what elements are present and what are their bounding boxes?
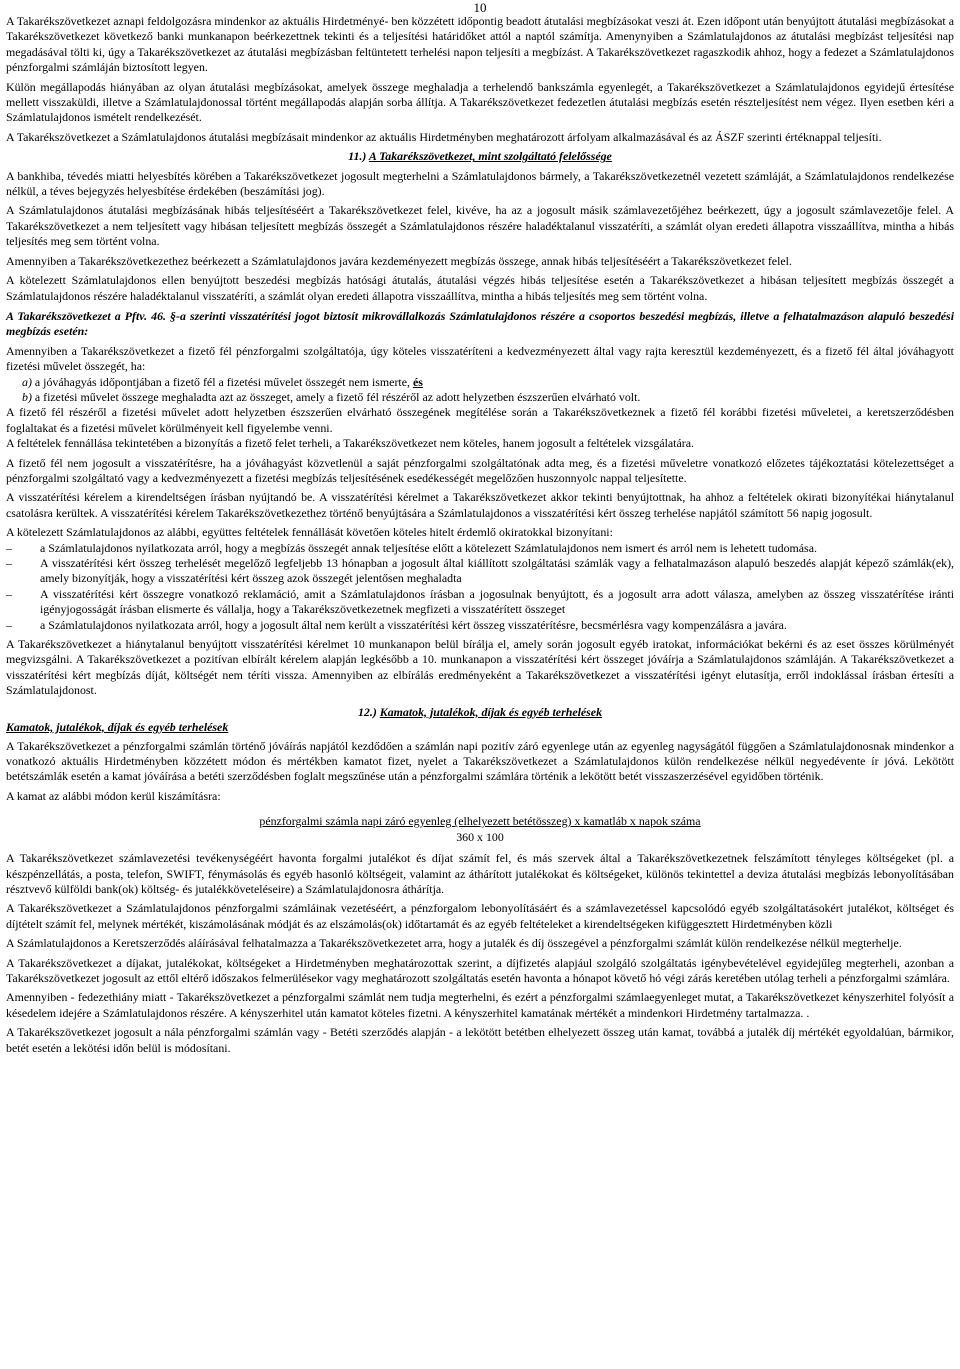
section-12-heading	[6, 705, 954, 735]
paragraph-exchange-rate: A Takarékszövetkezet a Számlatulajdonos átutalási megbízásait mindenkor az aktuális Hirdetményben meghatározott árfolyam alkalmazásával és az ÁSZF szerinti értéknappal teljesíti.	[6, 129, 882, 144]
condition-a-letter: a)	[22, 374, 32, 389]
paragraph-interest-payment: A Takarékszövetkezet a pénzforgalmi számlán történő jóváírás napjától kezdődően a számlán napi pozitív záró egyenlege után az egyenleg nagyságától függően a Számlatulajdonosnak mindenkor a vonatkozó aktuális Hirdetményben közzétett módon és mértékben kamatot fizet, nyelet a Takarékszövetkezet a Számlatulajdonos külön rendelkezése nélkül negyedévente ír jóvá. Lekötött betétszámlák esetén a kamat jóváírása a betéti szerződésben foglalt megszűnése után a pénzforgalmi számlára történik a lekötött betét visszaszerzésével egyidőben történik.	[6, 738, 954, 784]
section-12-side-heading: Kamatok, jutalékok, díjak és egyéb terhelések	[6, 719, 229, 734]
condition-a-and: és	[412, 374, 423, 389]
paragraph-burden-of-proof: A feltételek fennállása tekintetében a bizonyítás a fizető felet terheli, a Takarékszövetkezet nem köteles, hanem jogosult a feltételek vizsgálatára.	[6, 436, 694, 451]
list-item: – a Számlatulajdonos nyilatkozata arról, hogy a megbízás összegét annak teljesítése előtt a kötelezett Számlatulajdonos nem ismert és arról nem is lehetett tudomása.	[6, 541, 954, 556]
paragraph-cutoff-time: A Takarékszövetkezet aznapi feldolgozásra mindenkor az aktuális Hirdetményé- ben közzétett időpontig beadott átutalási megbízásokat veszi át. Ezen időpont után benyújtott átutalási megbízásokat a Takarékszövetkezet következő banki munkanapon beérkezettnek tekinti és a teljesítési határidőket attól a naptól számítja. Amenynyiben a Számlatulajdonos az átutalási megbízást teljesítési nap megadásával tölti ki, úgy a Takarékszövetkezet az átutalási megbízásban feltüntetett terhelési napon teljesíti a megbízást. A Takarékszövetkezet ragaszkodik ahhoz, hogy a fedezet a Számlatulajdonos pénzforgalmi számláján biztosított legyen.	[6, 14, 954, 75]
paragraph-rate-modification: A Takarékszövetkezet jogosult a nála pénzforgalmi számlán vagy - Betéti szerződés alapján - a lekötött betétben elhelyezett összeg után kamat, továbbá a jutalék díj mértékét egyoldalúan, bármikor, betét esetén a lekötési időn belül is módosítani.	[6, 1025, 954, 1055]
refund-right-heading: A Takarékszövetkezet a Pftv. 46. §-a szerinti visszatérítési jogot biztosít mikrovállalkozás Számlatulajdonos részére a csoportos beszedési megbízás, illetve a felhatalmazáson alapuló beszedési megbízás esetén:	[6, 308, 954, 339]
paragraph-fee-charging: A Takarékszövetkezet a díjakat, jutalékokat, költségeket a Hirdetményben meghatározottak szerint, a díjfizetés alapjául szolgáló szolgáltatás igénybevételével egyidejűleg megterheli, azonban a Takarékszövetkezet jogosult az ettől eltérő időszakos felmerülésekor vagy meghatározott szolgáltatás esetén havonta a hónapot követő hó végi zárás keretében utólag terheli a pénzforgalmi számlára.	[6, 955, 954, 985]
paragraph-incoming-order: Amennyiben a Takarékszövetkezethez beérkezett a Számlatulajdonos javára kezdeményezett megbízás összege, annak hibás teljesítéséért a Takarékszövetkezet felel.	[6, 253, 792, 268]
formula-denominator: 360 x 100	[456, 829, 504, 844]
paragraph-collection-order: A kötelezett Számlatulajdonos ellen benyújtott beszedési megbízás hatósági átutalás, átutalási végzés hibás teljesítése esetén a Takarékszövetkezet a hibásan teljesített megbízás összegét a Számlatulajdonos részére haladéktalanul visszatéríti, a számlát olyan eredeti állapotra visszaállítva, mintha a hibás teljesítés meg sem történt volna.	[6, 273, 954, 303]
paragraph-faulty-execution: A Számlatulajdonos átutalási megbízásának hibás teljesítéséért a Takarékszövetkezet felel, kivéve, ha az a jogosult másik számlavezetőjéhez beérkezett, úgy a jogosult számlavezetője felel. A Takarékszövetkezet a nem teljesített vagy hibásan teljesített megbízás összegét a Számlatulajdonos részére haladéktalanul visszatéríti, a számlát olyan eredeti állapotra visszaállítva, mintha a hibás teljesítés meg sem történt volna.	[6, 203, 954, 249]
section-11-title: A Takarékszövetkezet, mint szolgáltató felelőssége	[368, 149, 612, 164]
paragraph-refund-intro: Amennyiben a Takarékszövetkezet a fizető fél pénzforgalmi szolgáltatója, úgy köteles visszatéríteni a kedvezményezett által vagy rajta keresztül kezdeményezett, és a fizető fél által jóváhagyott fizetési művelet összegét, ha:	[6, 343, 954, 374]
interest-formula	[6, 814, 954, 845]
paragraph-commission: A Takarékszövetkezet a Számlatulajdonos pénzforgalmi számláinak vezetéséért, a pénzforgalom lebonyolításáért és a számlavezetéssel kapcsolódó egyéb szolgáltatásokért jutalékot, költséget és díjtételt számít fel, melynek mértékét, kiszámolásának módját és az elszámolás(ok) időtartamát és az egyéb feltételeket a kirendeltségeken kifüggesztett Hirdetményben közli	[6, 901, 954, 931]
condition-b-letter: b)	[22, 389, 32, 404]
refund-condition-a	[6, 375, 954, 390]
formula-numerator: pénzforgalmi számla napi záró egyenleg (elhelyezett betétösszeg) x kamatláb x napok száma	[259, 814, 701, 829]
paragraph-refund-request: A visszatérítési kérelem a kirendeltségen írásban nyújtandó be. A visszatérítési kérelmet a Takarékszövetkezet akkor tekinti benyújtottnak, ha ahhoz a feltételek okirati bizonyítékai hiánytalanul csatolásra kerültek. A visszatérítési kérelem Takarékszövetkezethez történő benyújtására a Számlatulajdonos a visszatérítési kért összeg terhelése napjától számított 56 napig jogosult.	[6, 490, 954, 520]
paragraph-no-refund-case: A fizető fél nem jogosult a visszatérítésre, ha a jóváhagyást közvetlenül a saját pénzforgalmi szolgáltatónak adta meg, és a fizetési műveletre vonatkozó előzetes tájékoztatási kötelezettséget a pénzforgalmi szolgáltató vagy a kedvezményezett a fizetési megbízás teljesítésének esedékességét megelőzően huszonnyolc nappal teljesítette.	[6, 455, 954, 485]
list-item: – A visszatérítési kért összegre vonatkozó reklamáció, amit a Számlatulajdonos írásban a jogosulnak benyújtott, és a jogosult arra adott válasza, amelyben az összeg visszatérítése iránti igényjogosságát írásban elismerte és vállalja, hogy a Takarékszövetkezetnek megfizeti a visszatérített összeget	[6, 587, 954, 618]
section-11-number: 11.)	[348, 149, 367, 164]
paragraph-proof-list-intro: A kötelezett Számlatulajdonos az alábbi, együttes feltételek fennállását követően köteles hitelt érdemlő okiratokkal bizonyítani:	[6, 525, 613, 540]
paragraph-account-fees: A Takarékszövetkezet számlavezetési tevékenységéért havonta forgalmi jutalékot és díjat számít fel, és más szervek által a Takarékszövetkezetnek felszámított tényleges költségeket (pl. a készpénzellátás, a posta, telefon, SWIFT, fénymásolás és egyéb hasonló költségeit, valamint az áthárított jutalékokat és költségeket, különös tekintettel a deviza átutalási megbízás lebonyolításában résztvevő külföldi bank(ok) költség- és jutalékköveteléseire) a Számlatulajdonosra áthárítja.	[6, 851, 954, 896]
paragraph-refund-decision: A Takarékszövetkezet a hiánytalanul benyújtott visszatérítési kérelmet 10 munkanapon belül bírálja el, amely során jogosult egyéb iratokat, információkat bekérni és az eset összes körülményét megvizsgálni. A Takarékszövetkezet a pozitívan elbírált kérelem alapján legkésőbb a 10. munkanapon a visszatérítési kért összeget jóváírja a Számlatulajdonos számláján. A Takarékszövetkezet a visszatérítési kért megbízás díját, költségét nem téríti vissza. Amennyiben az elbírálás eredményeként a Takarékszövetkezet a visszatérítési igényt elutasítja, erről indoklással írásban értesíti a Számlatulajdonost.	[6, 637, 954, 698]
paragraph-insufficient-funds: Külön megállapodás hiányában az olyan átutalási megbízásokat, amelyek összege meghaladja a terhelendő bankszámla egyenlegét, a Takarékszövetkezet a Számlatulajdonos egyidejű értesítése mellett visszaküldi, illetve a Számlatulajdonossal történt megállapodás alapján sorba állítja. A Takarékszövetkezet fedezetlen átutalási megbízás esetén részteljesítést nem végez. Ilyen esetben kéri a Számlatulajdonos ismételt rendelkezését.	[6, 79, 954, 125]
section-12-title-centered	[6, 705, 954, 720]
condition-a-text: a jóváhagyás időpontjában a fizető fél a fizetési művelet összegét nem ismerte,	[34, 374, 410, 389]
condition-b-text: a fizetési művelet összege meghaladta azt az összeget, amely a fizető fél részéről az adott helyzetben észszerűen elvárható volt.	[34, 389, 641, 404]
paragraph-reasonable-amount: A fizető fél részéről a fizetési művelet adott helyzetben észszerűen elvárható összegének megítélése során a Takarékszövetkeznek a fizető fél korábbi fizetési műveletei, a keretszerződésben foglaltakat és a fizetési művelet körülményeit kell figyelembe venni.	[6, 405, 954, 435]
paragraph-authorization: A Számlatulajdonos a Keretszerződés aláírásával felhatalmazza a Takarékszövetkezetet arra, hogy a jutalék és díj összegével a pénzforgalmi számlát külön rendelkezése nélkül megterhelje.	[6, 936, 902, 951]
section-12-title: Kamatok, jutalékok, díjak és egyéb terhelések	[379, 704, 603, 719]
list-item: – A visszatérítési kért összeg terhelését megelőző legfeljebb 13 hónapban a jogosult által kiállított szolgáltatási számlák vagy a felhatalmazáson alapuló beszedés alapját képező számlák(ek), amely bizonyítják, hogy a visszatérítési kért összeg azok összegét jelentősen meghaladta	[6, 556, 954, 587]
list-item: – a Számlatulajdonos nyilatkozata arról, hogy a jogosult által nem került a visszatérítési kért összeg visszatérítésre, becsmérlésra vagy kompenzálásra a javára.	[6, 618, 954, 633]
section-11-heading	[6, 149, 954, 164]
section-12-number: 12.)	[357, 704, 377, 719]
paragraph-interest-calc-intro: A kamat az alábbi módon kerül kiszámításra:	[6, 788, 221, 803]
proof-list	[6, 541, 954, 633]
page-number: 10	[473, 0, 487, 15]
paragraph-forced-credit: Amennyiben - fedezethiány miatt - Takarékszövetkezet a pénzforgalmi számlát nem tudja megterhelni, és ezért a pénzforgalmi számlaegyenleget mutat, a Takarékszövetkezet kényszerhitel folyósít a késedelem idejére a Számlatulajdonos részére. A kényszerhitel után kamatot köteles fizetni. A kényszerhitel kamatának mértékét a mindenkori Hirdetmény tartalmazza. .	[6, 990, 954, 1020]
refund-condition-b	[6, 390, 954, 405]
paragraph-bank-error: A bankhiba, tévedés miatti helyesbítés körében a Takarékszövetkezet jogosult megterhelni a Számlatulajdonos bármely, a Takarékszövetkezetnél vezetett számláját, a Számlatulajdonos rendelkezése nélkül, a téves bejegyzés helyesbítése érdekében (beszámítási jog).	[6, 168, 954, 199]
